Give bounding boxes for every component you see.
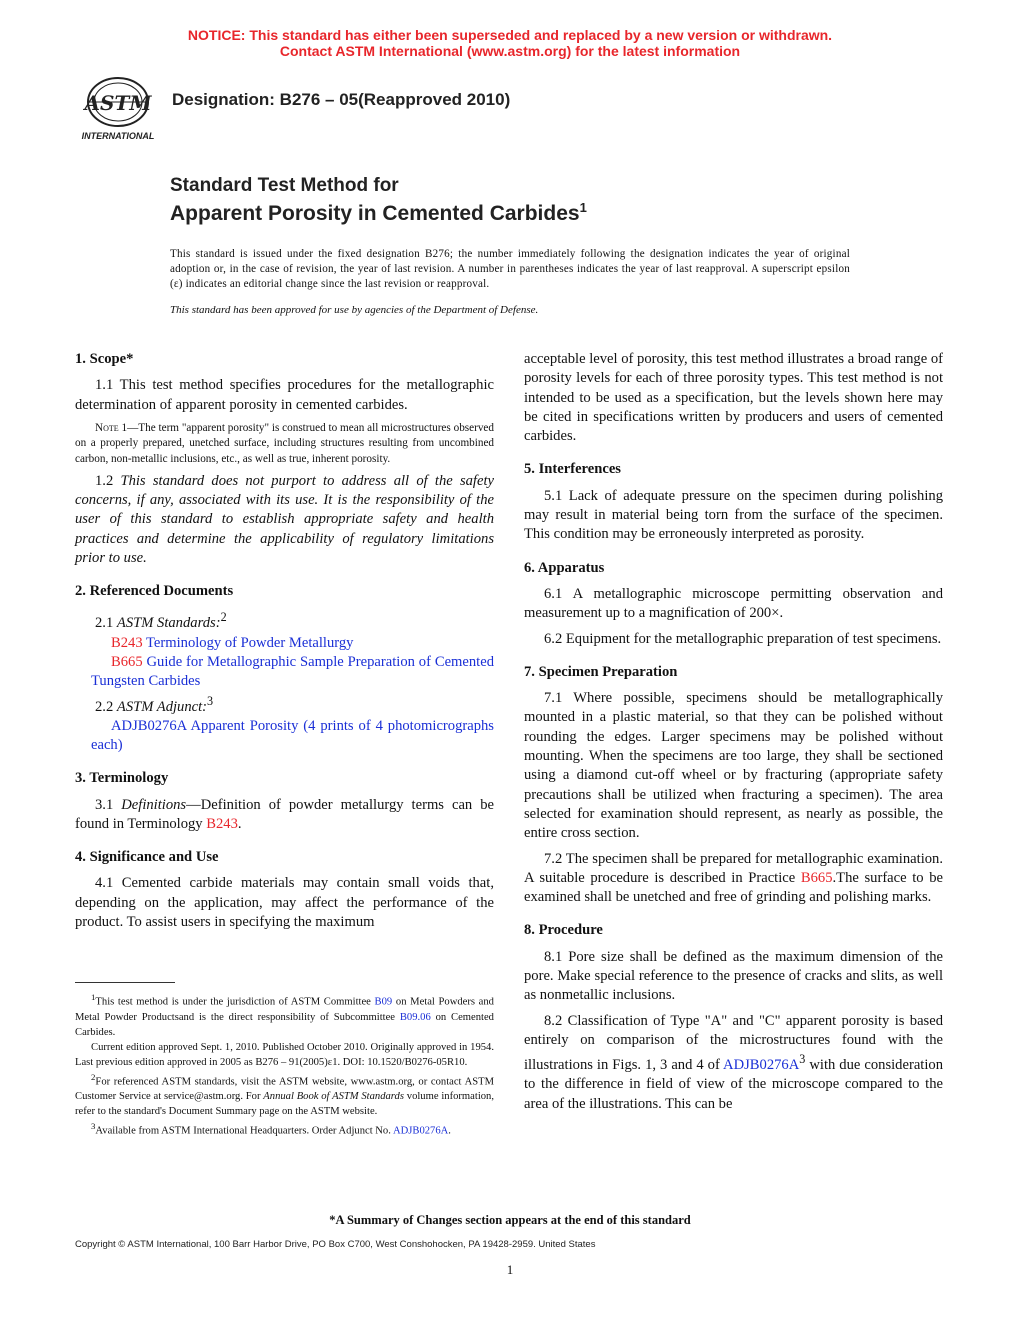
fn1-text-c: on Cemented Carbides. (75, 1011, 494, 1038)
section-4-heading: 4. Significance and Use (75, 849, 219, 866)
section-7-2-ref-b665[interactable]: B665 (800, 869, 833, 886)
section-6-heading: 6. Apparatus (524, 559, 605, 576)
ref-b665 (75, 653, 494, 692)
section-8-heading: 8. Procedure (524, 922, 603, 939)
section-5-1: 5.1 Lack of adequate pressure on the specimen during polishing may result in material being torn from the surface of the specimen. This condition may be erroneously interpreted as porosity. (524, 487, 943, 543)
right-column (524, 350, 943, 1114)
left-column (75, 350, 494, 932)
defense-statement: This standard has been approved for use by agencies of the Department of Defense. (170, 304, 539, 316)
section-8-2-adjunct-link[interactable]: ADJB0276A (723, 1057, 800, 1074)
section-7-1: 7.1 Where possible, specimens should be metallographically mounted in a plastic material, so that they can be polished without rounding the edges. Larger specimens may be polished without mounting. When the specimens are too large, they shall be sectioned using a diamond cut-off wheel or by fracturing (appropriate safety precautions shall be utilized when fracturing a specimen). The area selected for examination should represent, as nearly as possible, the entire cross section. (524, 690, 943, 842)
ref-b665-code[interactable]: B665 (111, 653, 143, 670)
ref-b243-code[interactable]: B243 (111, 634, 143, 651)
fn2-text-b: volume information, refer to the standard's Document Summary page on the ASTM website. (75, 1091, 495, 1118)
fn3-text: Available from ASTM International Headquarters. Order Adjunct No. (95, 1125, 391, 1137)
notice-line-1: NOTICE: This standard has either been superseded and replaced by a new version or withdrawn. (187, 27, 833, 43)
notice-line-2: Contact ASTM International (www.astm.org) for the latest information (279, 43, 741, 59)
fn2-italic: Annual Book of ASTM Standards (263, 1091, 404, 1103)
footnote-1 (75, 990, 494, 1040)
section-3-1: 3.1 Definitions—Definition of powder metallurgy terms can be found in Terminology B243. (75, 796, 494, 832)
section-3-1-ref-b243[interactable]: B243 (206, 815, 238, 832)
section-8-2-sup: 3 (799, 1052, 806, 1067)
footnotes (75, 990, 494, 1139)
footnote-1-current: Current edition approved Sept. 1, 2010. Published October 2010. Originally approved in 1954. Last previous edition approved in 2005 as B276 – 91(2005)ε1. DOI: 10.1520/B0276-05R10. (75, 1041, 494, 1068)
copyright-line: Copyright © ASTM International, 100 Barr Harbor Drive, PO Box C700, West Conshohocken, PA 19428-2959. United States (75, 1239, 596, 1250)
fn1-sup: 1 (91, 992, 96, 1002)
ref-b243 (75, 634, 494, 653)
section-2-2-number: 2.2 (95, 698, 114, 715)
section-6-2: 6.2 Equipment for the metallographic preparation of test specimens. (544, 630, 942, 647)
fn1-link-b09[interactable]: B09 (374, 996, 393, 1008)
fn2-text-a: For referenced ASTM standards, visit the ASTM website, www.astm.org, or contact ASTM Customer Service at service@astm.org. For (75, 1076, 494, 1103)
note-1-label: Note 1— (95, 421, 139, 434)
page-number: 1 (506, 1262, 514, 1277)
title-text: Apparent Porosity in Cemented Carbides (170, 202, 580, 225)
note-1-text: The term "apparent porosity" is construed to mean all microstructures observed on a properly prepared, unetched surface, including structures resulting from uncombined carbon, non-metallic inclusions, etc., as well as true, inherent porosity. (75, 421, 494, 466)
section-2-1-text: ASTM Standards: (116, 615, 221, 632)
section-2-2-text: ASTM Adjunct: (116, 698, 208, 715)
title-footnote-marker: 1 (579, 200, 587, 215)
title-line-1: Standard Test Method for (170, 175, 399, 196)
section-8-2-text-b: with due consideration to the difference in field of view of the microscope compared to the area of the illustrations. This can be (524, 1057, 943, 1112)
section-3-1-number: 3.1 (95, 796, 114, 813)
adjunct-ref (75, 717, 494, 756)
section-3-1-italic: Definitions (121, 796, 187, 813)
section-7-heading: 7. Specimen Preparation (524, 663, 678, 680)
section-4-1: 4.1 Cemented carbide materials may contain small voids that, depending on the application, may affect the performance of the product. To assist users in specifying the maximum (75, 875, 494, 931)
section-4-continued: acceptable level of porosity, this test method illustrates a broad range of porosity levels for each of three porosity types. This test method is not intended to be used as a specification, but the levels shown here may be cited in specifications written by producers and users of cemented carbides. (524, 351, 943, 445)
section-6-1: 6.1 A metallographic microscope permitting observation and measurement up to a magnification of 200×. (524, 585, 943, 622)
adjunct-link[interactable]: ADJB0276A Apparent Porosity (4 prints of 4 photomicrographs each) (91, 717, 494, 753)
section-1-2-text: This standard does not purport to address all of the safety concerns, if any, associated with its use. It is the responsibility of the user of this standard to establish appropriate safety and health practices and determine the applicability of regulatory limitations prior to use. (75, 472, 494, 566)
fn1-text-b: on Metal Powders and Metal Powder Productsand is the direct responsibility of Subcommittee (75, 996, 494, 1023)
footnote-2 (75, 1070, 494, 1120)
title-line-2 (170, 200, 587, 226)
note-1 (75, 421, 494, 468)
section-8-1: 8.1 Pore size shall be defined as the maximum dimension of the pore. Make special reference to the presence of cracks and slits, as well as nonmetallic inclusions. (524, 948, 943, 1004)
section-1-2-number: 1.2 (95, 472, 114, 489)
section-7-2-text-a: 7.2 The specimen shall be prepared for metallographic examination. A suitable procedure is described in Practice (524, 850, 943, 886)
section-3-heading: 3. Terminology (75, 770, 169, 787)
section-5-heading: 5. Interferences (524, 461, 621, 478)
ref-b665-title[interactable]: Guide for Metallographic Sample Preparation of Cemented Tungsten Carbides (91, 653, 494, 690)
section-8-2 (524, 1012, 943, 1114)
footnote-divider (75, 982, 175, 983)
ref-b243-title[interactable]: Terminology of Powder Metallurgy (146, 634, 354, 651)
intro-paragraph: This standard is issued under the fixed designation B276; the number immediately following the designation indicates the year of original adoption or, in the case of revision, the year of last revision. A number in parentheses indicates the year of last reapproval. A superscript epsilon (ε) indicates an editorial change since the last revision or reapproval. (170, 248, 850, 291)
section-2-heading: 2. Referenced Documents (75, 583, 234, 600)
fn1-text-a: This test method is under the jurisdiction of ASTM Committee (95, 996, 371, 1008)
section-1-1: 1.1 This test method specifies procedures for the metallographic determination of apparent porosity in cemented carbides. (75, 377, 494, 413)
section-7-2 (524, 850, 943, 908)
svg-text:INTERNATIONAL: INTERNATIONAL (81, 131, 155, 141)
section-2-2 (75, 692, 494, 717)
fn1-link-b0906[interactable]: B09.06 (399, 1011, 431, 1023)
section-7-2-text-b: .The surface to be examined shall be unetched and free of grinding and polishing marks. (524, 869, 943, 906)
section-2-1-number: 2.1 (95, 615, 114, 632)
fn3-link[interactable]: ADJB0276A (392, 1125, 449, 1137)
fn2-sup: 2 (91, 1071, 96, 1082)
fn3-sup: 3 (91, 1121, 96, 1132)
summary-of-changes-note: *A Summary of Changes section appears at the end of this standard (329, 1213, 691, 1227)
svg-text:ASTM: ASTM (84, 91, 152, 115)
section-8-2-text-a: 8.2 Classification of Type "A" and "C" apparent porosity is based entirely on comparison of the microstructures found with the illustrations in Figs. 1, 3 and 4 of (524, 1012, 943, 1074)
section-1-heading: 1. Scope* (75, 351, 134, 367)
section-1-2 (75, 472, 494, 568)
designation: Designation: B276 – 05(Reapproved 2010) (172, 90, 511, 109)
section-2-2-sup: 3 (207, 693, 214, 708)
section-2-1-sup: 2 (220, 610, 227, 625)
astm-logo-icon (78, 75, 158, 143)
section-3-1-text: —Definition of powder metallurgy terms can be found in Terminology (75, 796, 494, 832)
section-2-1 (75, 608, 494, 633)
footnote-3: $^3$Available from ASTM International Headquarters. Order Adjunct No. ADJB0276A. (91, 1121, 451, 1137)
